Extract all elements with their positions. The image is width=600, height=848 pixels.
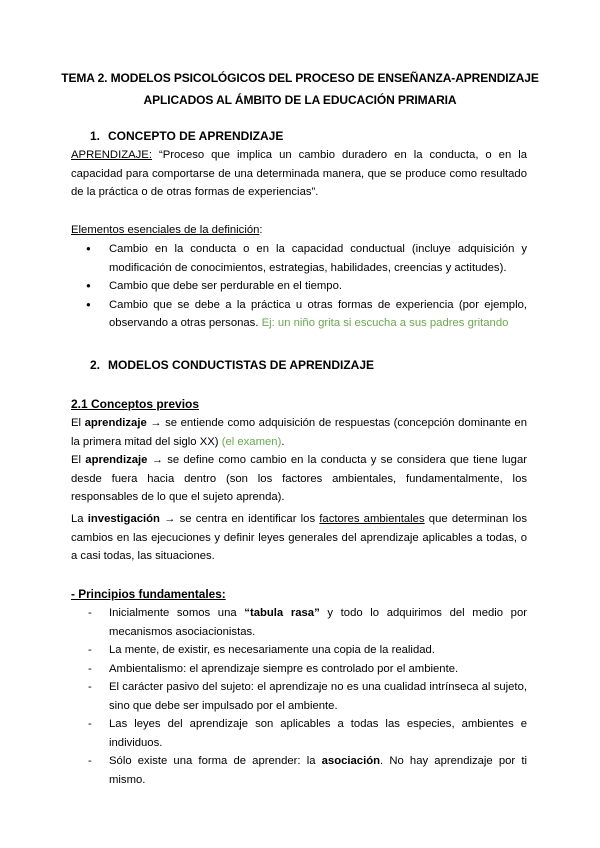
para-prefix: El — [71, 454, 86, 466]
list-item-text: Cambio que se debe a la práctica u otras formas de experiencia (por ejemplo, observando a otras personas. — [109, 298, 527, 329]
section-2-number: 2. — [90, 358, 101, 372]
example-note: Ej: un niño grita si escucha a sus padres gritando — [261, 317, 509, 329]
factores-ambientales: factores ambientales — [319, 513, 425, 525]
para-text: → se define como cambio en la conducta y se considera que tiene lugar desde fuera hacia dentro (son los factores ambientales, fundamentalmente, los responsables de lo que el sujeto aprenda). — [71, 454, 527, 503]
concept-paragraph-1 — [71, 414, 527, 451]
definition-paragraph — [71, 146, 527, 202]
section-2-heading: MODELOS CONDUCTISTAS DE APRENDIZAJE — [108, 358, 375, 372]
item-text-after: . No hay aprendizaje por ti mismo. — [109, 755, 527, 786]
subsection-heading: 2.1 Conceptos previos — [71, 397, 200, 411]
definition-text: “Proceso que implica un cambio duradero en la conducta, o en la capacidad para comportarse de una determinada manera, que se produce como resultado de la práctica o de otras formas de experiencias”. — [71, 149, 527, 198]
item-bold: asociación — [321, 755, 381, 767]
para-term: aprendizaje — [84, 417, 147, 429]
elements-colon: : — [259, 224, 263, 236]
concept-paragraph-2 — [71, 451, 527, 507]
item-text: Inicialmente somos una — [109, 607, 245, 619]
item-bold: “tabula rasa” — [244, 607, 320, 619]
elements-label: Elementos esenciales de la definición — [71, 224, 260, 236]
item-text: La mente, de existir, es necesariamente una copia de la realidad. — [109, 644, 435, 656]
para-prefix: El — [71, 417, 85, 429]
list-item — [71, 678, 527, 715]
section-1-heading: CONCEPTO DE APRENDIZAJE — [108, 129, 284, 143]
item-text-after: y todo lo adquirimos del medio por mecanismos asociacionistas. — [109, 607, 528, 638]
list-item-text: Cambio que debe ser perdurable en el tiempo. — [109, 280, 342, 292]
item-text: El carácter pasivo del sujeto: el aprendizaje no es una cualidad intrínseca al sujeto, sino que debe ser impulsado por el ambiente. — [109, 681, 527, 712]
list-item — [71, 660, 527, 679]
para-term: investigación — [87, 513, 160, 525]
item-text: Ambientalismo: el aprendizaje siempre es controlado por el ambiente. — [109, 662, 459, 675]
para-term: aprendizaje — [85, 454, 148, 466]
list-item — [71, 752, 527, 789]
exam-note: (el examen) — [221, 435, 282, 448]
definition-term: APRENDIZAJE: — [71, 149, 152, 161]
para-text: → se entiende como adquisición de respuestas (concepción dominante en la primera mitad del siglo XX) — [71, 417, 527, 448]
principles-heading: - Principios fundamentales: — [71, 587, 226, 601]
list-item-text: Cambio en la conducta o en la capacidad conductual (incluye adquisición y modificación de conocimientos, estrategias, habilidades, creencias y actitudes). — [109, 243, 527, 274]
document-title-line-2: APLICADOS AL ÁMBITO DE LA EDUCACIÓN PRIMARIA — [143, 93, 457, 107]
list-item — [71, 715, 527, 752]
para-text-1: → se centra en identificar los — [159, 513, 320, 525]
elements-label-line — [71, 221, 527, 240]
list-item — [71, 604, 527, 641]
concept-paragraph-3 — [71, 510, 527, 566]
list-item — [71, 240, 527, 277]
list-item — [71, 641, 527, 660]
list-item — [71, 277, 527, 296]
section-1-number: 1. — [90, 129, 101, 143]
item-text: Las leyes del aprendizaje son aplicables a todas las especies, ambientes e individuos. — [109, 718, 527, 749]
para-suffix: . — [281, 435, 285, 448]
para-text-2: que determinan los cambios en las ejecuciones y definir leyes generales del aprendizaje aplicables a todas, o a casi todas, las situaciones. — [71, 513, 527, 562]
document-title-line-1: TEMA 2. MODELOS PSICOLÓGICOS DEL PROCESO DE ENSEÑANZA-APRENDIZAJE — [61, 71, 539, 85]
para-prefix: La — [71, 513, 88, 525]
elements-list — [71, 240, 527, 333]
list-item — [71, 296, 527, 333]
principles-list — [71, 604, 527, 789]
item-text: Sólo existe una forma de aprender: la — [109, 755, 322, 767]
